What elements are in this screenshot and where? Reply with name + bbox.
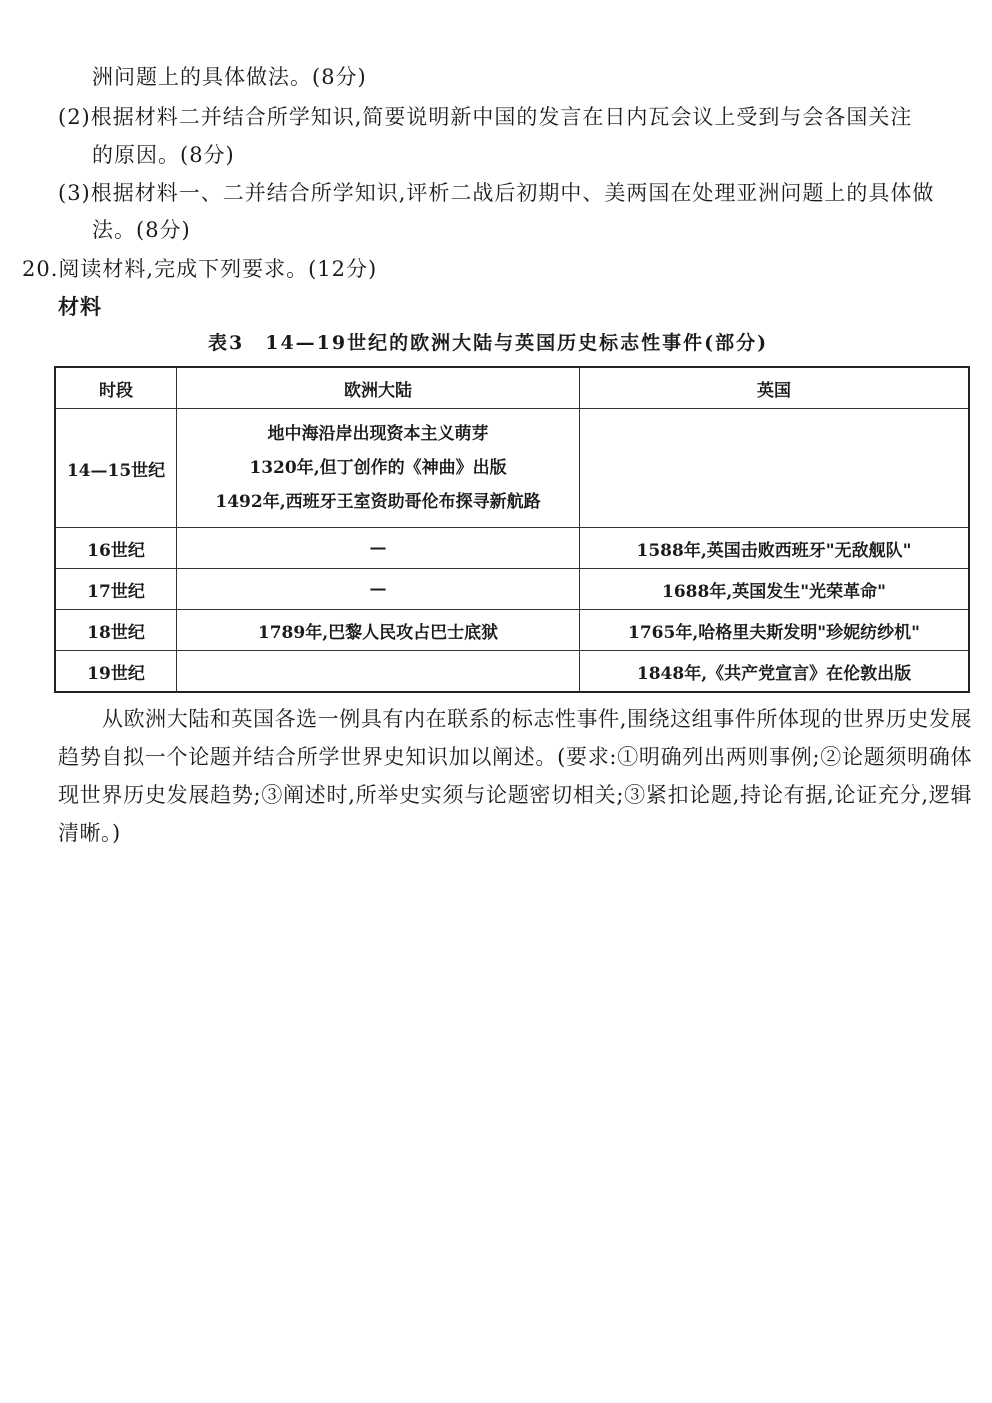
question-19-3-line1: (3)根据材料一、二并结合所学知识,评析二战后初期中、美两国在处理亚洲问题上的具体做 (58, 181, 935, 205)
britain-cell: 1765年,哈格里夫斯发明"珍妮纺纱机" (580, 610, 970, 651)
period-cell: 18世纪 (55, 610, 177, 651)
material-label: 材料 (58, 294, 102, 319)
europe-cell: 1789年,巴黎人民攻占巴士底狱 (177, 610, 580, 651)
europe-event: 1320年,但丁创作的《神曲》出版 (249, 458, 507, 478)
table-header-row (55, 367, 969, 409)
question-20-heading: 20.阅读材料,完成下列要求。(12分) (22, 257, 378, 281)
table-row (55, 528, 969, 569)
question-19-3-line2: 法。(8分) (92, 218, 191, 242)
europe-cell (177, 409, 580, 528)
period-cell: 19世纪 (55, 651, 177, 693)
britain-cell: 1588年,英国击败西班牙"无敌舰队" (580, 528, 970, 569)
britain-cell: 1848年,《共产党宣言》在伦敦出版 (580, 651, 970, 693)
europe-cell (177, 651, 580, 693)
britain-cell (580, 409, 970, 528)
question-19-2-line1: (2)根据材料二并结合所学知识,简要说明新中国的发言在日内瓦会议上受到与会各国关注 (58, 105, 913, 129)
table-row (55, 409, 969, 528)
header-period: 时段 (55, 367, 177, 409)
header-britain: 英国 (580, 367, 970, 409)
table-row (55, 651, 969, 693)
table-caption: 表3 14—19世纪的欧洲大陆与英国历史标志性事件(部分) (208, 332, 769, 354)
europe-event: 1492年,西班牙王室资助哥伦布探寻新航路 (215, 492, 541, 512)
period-cell: 16世纪 (55, 528, 177, 569)
header-europe: 欧洲大陆 (177, 367, 580, 409)
table-row (55, 610, 969, 651)
period-cell: 14—15世纪 (55, 409, 177, 528)
europe-event: 地中海沿岸出现资本主义萌芽 (267, 424, 489, 444)
question-19-1-tail: 洲问题上的具体做法。(8分) (92, 65, 367, 89)
question-19-2-line2: 的原因。(8分) (92, 143, 235, 167)
table-row (55, 569, 969, 610)
europe-cell: — (177, 569, 580, 610)
europe-cell: — (177, 528, 580, 569)
period-cell: 17世纪 (55, 569, 177, 610)
question-20-instructions: 从欧洲大陆和英国各选一例具有内在联系的标志性事件,围绕这组事件所体现的世界历史发展趋势自拟一个论题并结合所学世界史知识加以阐述。(要求:①明确列出两则事例;②论题须明确体现世界历史发展趋势;③阐述时,所举史实须与论题密切相关;③紧扣论题,持论有据,论证充分,逻辑清晰。) (58, 707, 972, 845)
events-table (54, 366, 970, 693)
britain-cell: 1688年,英国发生"光荣革命" (580, 569, 970, 610)
